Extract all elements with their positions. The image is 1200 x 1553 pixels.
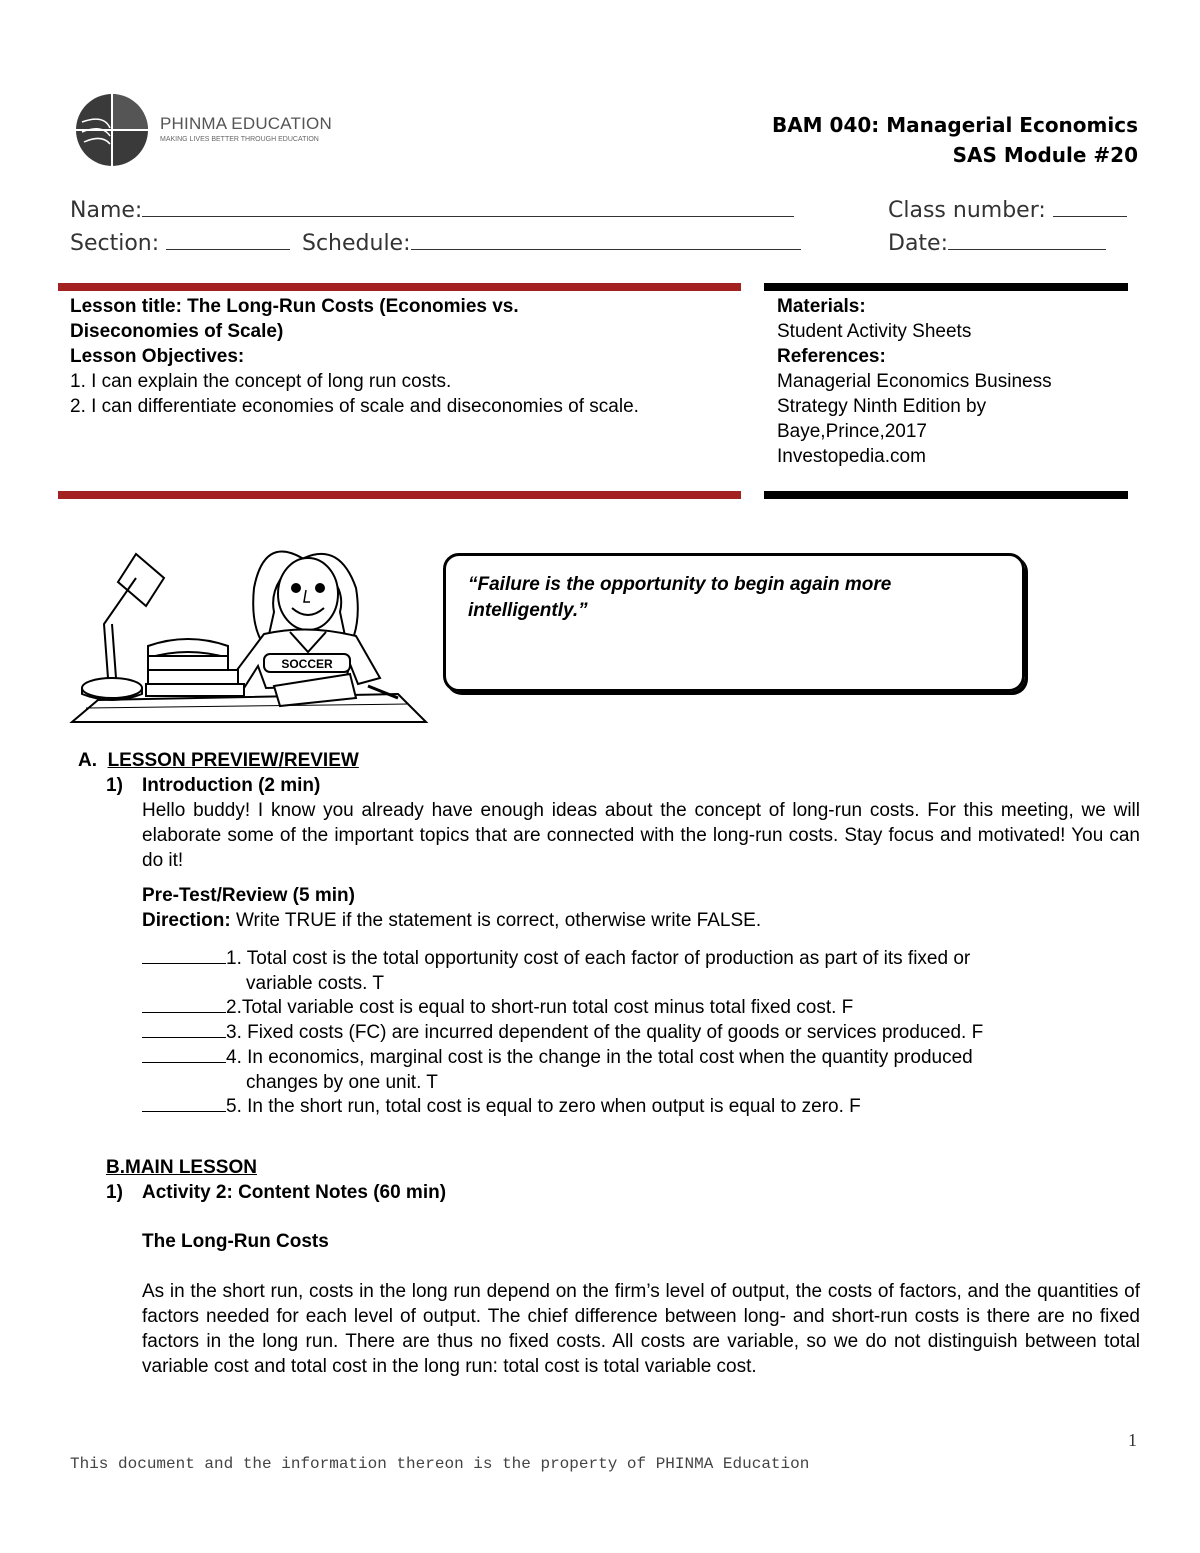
answer-blank-5[interactable] [142,1093,226,1112]
section-a-heading [78,748,359,773]
reference-line-3: Baye,Prince,2017 [777,421,927,442]
name-field[interactable] [70,196,794,223]
section-b-heading: B.MAIN LESSON [106,1157,257,1178]
question-2-line1: 2.Total variable cost is equal to short-run total cost minus total fixed cost. F [226,997,854,1018]
module-number: SAS Module #20 [952,143,1138,167]
direction [142,908,761,933]
class-number-field[interactable] [888,196,1127,223]
intro-title: Introduction (2 min) [142,775,321,796]
long-run-costs-heading: The Long-Run Costs [142,1231,329,1252]
name-label: Name: [70,198,143,223]
course-code: BAM 040: Managerial Economics [771,113,1138,137]
lesson-info [70,294,740,419]
class-number-label: Class number: [888,198,1046,223]
schedule-label: Schedule: [302,231,411,256]
student-studying-illustration [68,528,430,732]
intro-paragraph: Hello buddy! I know you already have enough ideas about the concept of long-run costs. For this meeting, we will elaborate some of the important topics that are connected with the long-run costs. Stay focus and motivated! You can do it! [142,800,1140,871]
question-1 [142,945,1102,996]
page-number: 1 [1128,1430,1137,1450]
question-3-line1: 3. Fixed costs (FC) are incurred dependent of the quality of goods or services produced. F [226,1022,984,1043]
question-1-line1: 1. Total cost is the total opportunity cost of each factor of production as part of its fixed or [226,948,971,969]
question-4-line1: 4. In economics, marginal cost is the change in the total cost when the quantity produced [226,1047,973,1068]
question-5 [142,1093,1102,1119]
materials-value: Student Activity Sheets [777,321,972,342]
question-2 [142,994,1102,1020]
activity-number: 1) [106,1182,123,1203]
quote-box [443,553,1025,692]
reference-line-2: Strategy Ninth Edition by [777,396,987,417]
lesson-title-line1: Lesson title: The Long-Run Costs (Economies vs. [70,296,519,317]
long-run-costs-paragraph: As in the short run, costs in the long run depend on the firm’s level of output, the costs of factors, and the quantities of factors needed for each level of output. The chief difference between long- and short-run costs is there are no fixed factors in the long run. There are thus no fixed costs. All costs are variable, so we do not distinguish between total variable cost and total cost in the long run: total cost is total variable cost. [142,1281,1140,1377]
materials-label: Materials: [777,296,866,317]
direction-text: Write TRUE if the statement is correct, otherwise write FALSE. [230,910,762,931]
schedule-field[interactable] [302,229,801,256]
phinma-logo [74,92,334,168]
question-3 [142,1019,1102,1045]
objective-1: 1. I can explain the concept of long run costs. [70,371,452,392]
intro-number: 1) [106,775,123,796]
bottom-red-divider [58,491,741,499]
section-a-title: LESSON PREVIEW/REVIEW [107,750,359,771]
class-number-input-line[interactable] [1053,196,1127,217]
phinma-globe-icon [74,92,152,168]
reference-line-1: Managerial Economics Business [777,371,1052,392]
date-field[interactable] [888,229,1106,256]
answer-blank-2[interactable] [142,994,226,1013]
date-label: Date: [888,231,948,256]
objectives-label: Lesson Objectives: [70,346,245,367]
question-5-line1: 5. In the short run, total cost is equal to zero when output is equal to zero. F [226,1096,861,1117]
logo-name: PHINMA EDUCATION [160,114,332,133]
section-input-line[interactable] [166,229,290,250]
answer-blank-1[interactable] [142,945,226,964]
references-label: References: [777,346,886,367]
bottom-black-divider [764,491,1128,499]
top-black-divider [764,283,1128,291]
question-4 [142,1044,1102,1095]
section-field[interactable] [70,229,290,256]
date-input-line[interactable] [948,229,1106,250]
answer-blank-4[interactable] [142,1044,226,1063]
lesson-title-line2: Diseconomies of Scale) [70,321,284,342]
intro-heading [106,773,123,798]
section-a-letter: A. [78,750,97,771]
question-1-line2: variable costs. T [246,973,384,994]
course-header [772,110,1138,170]
question-4-line2: changes by one unit. T [246,1072,438,1093]
objective-2: 2. I can differentiate economies of scale and diseconomies of scale. [70,396,639,417]
schedule-input-line[interactable] [411,229,801,250]
section-label: Section: [70,231,160,256]
reference-line-4: Investopedia.com [777,446,926,467]
logo-tagline: MAKING LIVES BETTER THROUGH EDUCATION [160,136,319,143]
answer-blank-3[interactable] [142,1019,226,1038]
direction-label: Direction: [142,910,231,931]
activity-title: Activity 2: Content Notes (60 min) [142,1182,447,1203]
shirt-text: SOCCER [281,657,333,671]
footer-notice: This document and the information thereon is the property of PHINMA Education [70,1455,810,1473]
quote-text: “Failure is the opportunity to begin again more intelligently.” [468,574,892,621]
materials-info [777,294,1117,469]
pretest-title: Pre-Test/Review (5 min) [142,885,355,906]
top-red-divider [58,283,741,291]
name-input-line[interactable] [142,196,794,217]
